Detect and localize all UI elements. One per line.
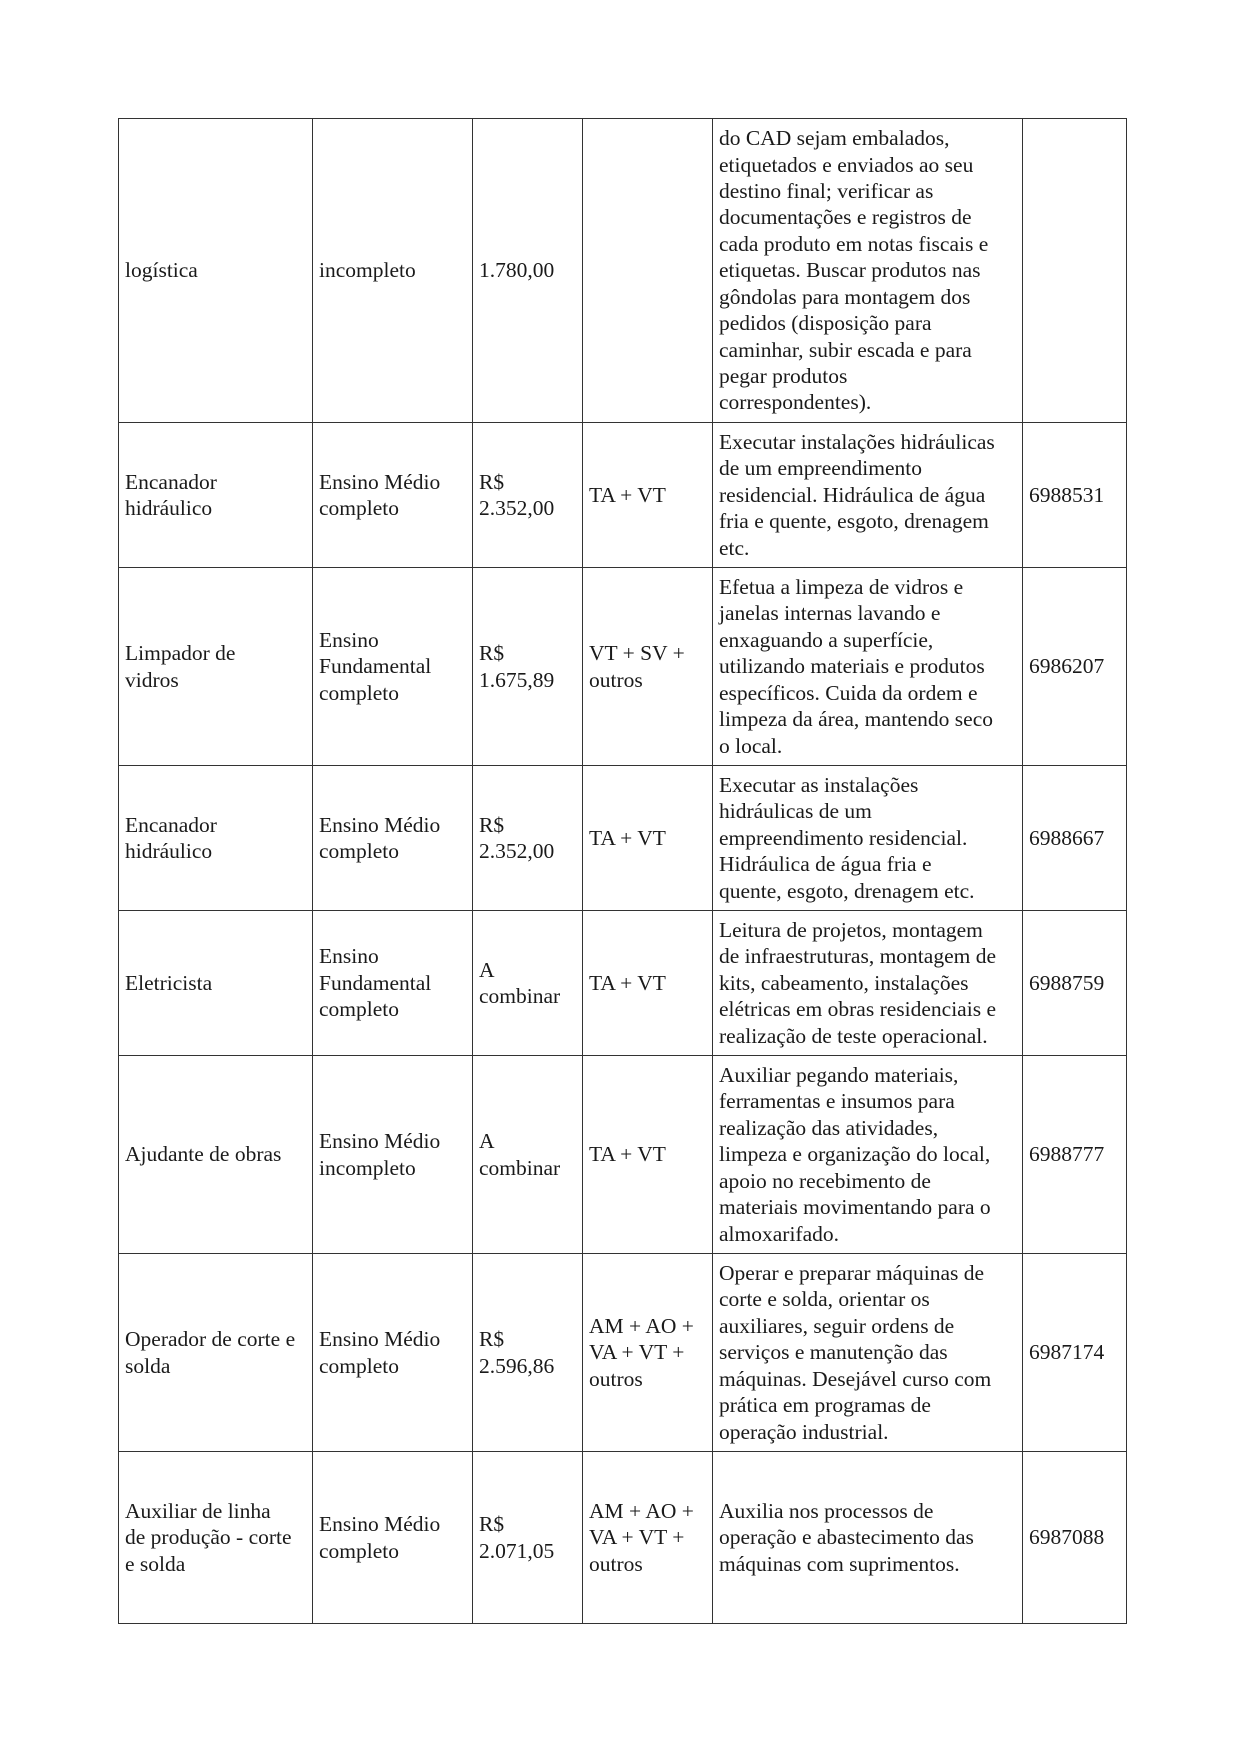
cell-descricao: Executar instalações hidráulicas de um empreendimento residencial. Hidráulica de água fria e quente, esgoto, drenagem etc. — [713, 423, 1023, 568]
cell-codigo: 6987088 — [1023, 1452, 1127, 1624]
cell-codigo: 6986207 — [1023, 568, 1127, 766]
cell-escolaridade: Ensino Fundamental completo — [313, 568, 473, 766]
cell-beneficios: AM + AO + VA + VT + outros — [583, 1452, 713, 1624]
cell-salario: R$ 1.675,89 — [473, 568, 583, 766]
cell-cargo: logística — [119, 119, 313, 423]
table-row — [119, 911, 1127, 1056]
cell-salario: A combinar — [473, 911, 583, 1056]
cell-codigo: 6988531 — [1023, 423, 1127, 568]
cell-salario: R$ 2.071,05 — [473, 1452, 583, 1624]
cell-cargo: Limpador de vidros — [119, 568, 313, 766]
cell-descricao: Auxiliar pegando materiais, ferramentas e insumos para realização das atividades, limpeza e organização do local, apoio no recebimento de materiais movimentando para o almoxarifado. — [713, 1056, 1023, 1254]
cell-descricao: Leitura de projetos, montagem de infraestruturas, montagem de kits, cabeamento, instalações elétricas em obras residenciais e realização de teste operacional. — [713, 911, 1023, 1056]
cell-escolaridade: Ensino Médio incompleto — [313, 1056, 473, 1254]
cell-escolaridade: incompleto — [313, 119, 473, 423]
cell-descricao: do CAD sejam embalados, etiquetados e enviados ao seu destino final; verificar as documentações e registros de cada produto em notas fiscais e etiquetas. Buscar produtos nas gôndolas para montagem dos pedidos (disposição para caminhar, subir escada e para pegar produtos correspondentes). — [713, 119, 1023, 423]
cell-cargo: Auxiliar de linha de produção - corte e solda — [119, 1452, 313, 1624]
cell-beneficios: AM + AO + VA + VT + outros — [583, 1254, 713, 1452]
table-row — [119, 423, 1127, 568]
cell-descricao: Auxilia nos processos de operação e abastecimento das máquinas com suprimentos. — [713, 1452, 1023, 1624]
cell-salario: R$ 2.352,00 — [473, 423, 583, 568]
cell-cargo: Encanador hidráulico — [119, 766, 313, 911]
cell-codigo: 6987174 — [1023, 1254, 1127, 1452]
table-row — [119, 1452, 1127, 1624]
cell-beneficios: TA + VT — [583, 766, 713, 911]
cell-cargo: Operador de corte e solda — [119, 1254, 313, 1452]
cell-beneficios: TA + VT — [583, 423, 713, 568]
table-row — [119, 766, 1127, 911]
cell-codigo — [1023, 119, 1127, 423]
cell-descricao: Efetua a limpeza de vidros e janelas internas lavando e enxaguando a superfície, utilizando materiais e produtos específicos. Cuida da ordem e limpeza da área, mantendo seco o local. — [713, 568, 1023, 766]
cell-escolaridade: Ensino Médio completo — [313, 423, 473, 568]
cell-salario: R$ 2.352,00 — [473, 766, 583, 911]
cell-salario: A combinar — [473, 1056, 583, 1254]
cell-escolaridade: Ensino Médio completo — [313, 766, 473, 911]
cell-escolaridade: Ensino Médio completo — [313, 1452, 473, 1624]
table-row — [119, 1254, 1127, 1452]
cell-codigo: 6988759 — [1023, 911, 1127, 1056]
cell-beneficios: TA + VT — [583, 1056, 713, 1254]
table-row — [119, 1056, 1127, 1254]
cell-cargo: Ajudante de obras — [119, 1056, 313, 1254]
cell-descricao: Executar as instalações hidráulicas de um empreendimento residencial. Hidráulica de água fria e quente, esgoto, drenagem etc. — [713, 766, 1023, 911]
table-row — [119, 568, 1127, 766]
cell-cargo: Eletricista — [119, 911, 313, 1056]
table-row — [119, 119, 1127, 423]
cell-descricao: Operar e preparar máquinas de corte e solda, orientar os auxiliares, seguir ordens de serviços e manutenção das máquinas. Desejável curso com prática em programas de operação industrial. — [713, 1254, 1023, 1452]
cell-cargo: Encanador hidráulico — [119, 423, 313, 568]
cell-salario: R$ 2.596,86 — [473, 1254, 583, 1452]
cell-beneficios — [583, 119, 713, 423]
cell-escolaridade: Ensino Fundamental completo — [313, 911, 473, 1056]
cell-codigo: 6988777 — [1023, 1056, 1127, 1254]
cell-codigo: 6988667 — [1023, 766, 1127, 911]
cell-beneficios: TA + VT — [583, 911, 713, 1056]
cell-beneficios: VT + SV + outros — [583, 568, 713, 766]
job-vacancies-table — [118, 118, 1127, 1624]
cell-salario: 1.780,00 — [473, 119, 583, 423]
cell-escolaridade: Ensino Médio completo — [313, 1254, 473, 1452]
